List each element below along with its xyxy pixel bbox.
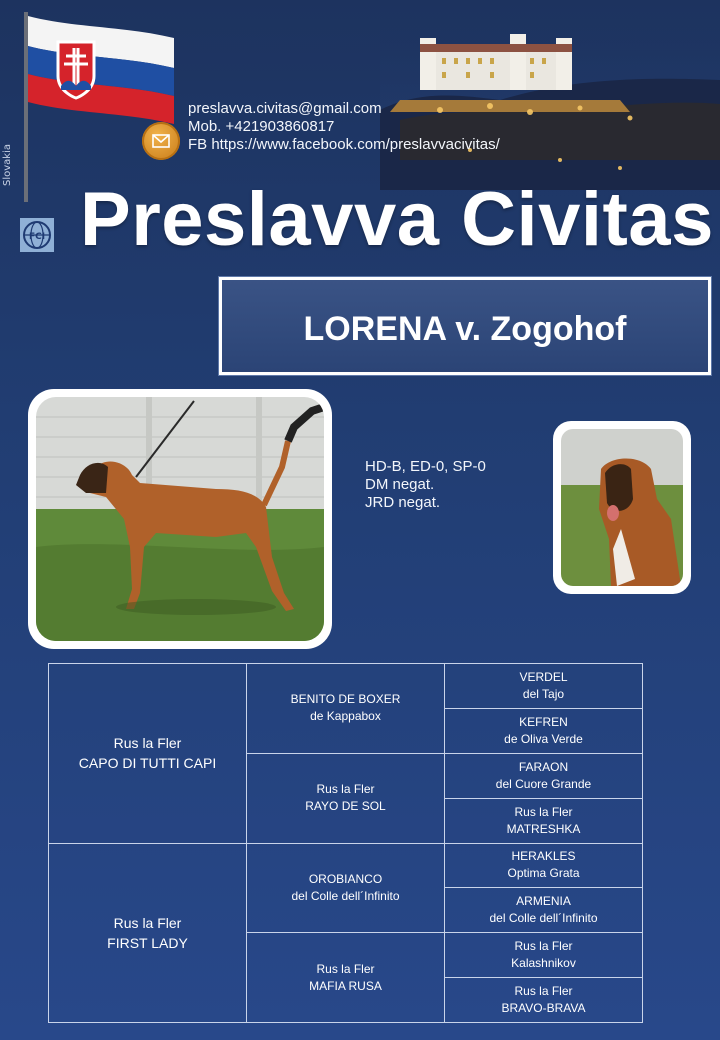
country-label: Slovakia xyxy=(2,144,13,186)
envelope-icon[interactable] xyxy=(142,122,180,160)
contact-info xyxy=(188,100,500,154)
mobile-text: Mob. +421903860817 xyxy=(188,118,335,135)
pedigree-dsd xyxy=(445,888,643,933)
sire-kennel: Rus la Fler xyxy=(113,735,182,752)
dsd-line2: del Colle dell´Infinito xyxy=(489,911,598,926)
pedigree-sds xyxy=(445,753,643,798)
health-line-1: HD-B, ED-0, SP-0 xyxy=(365,458,486,475)
dss-line2: Optima Grata xyxy=(507,866,580,881)
pedigree-sire-dam xyxy=(247,753,445,843)
sdd-line2: MATRESHKA xyxy=(506,821,581,836)
dam-name: FIRST LADY xyxy=(107,934,188,951)
svg-text:FCI: FCI xyxy=(28,232,46,242)
ds-line1: OROBIANCO xyxy=(308,871,383,886)
dog-head-photo xyxy=(553,421,691,594)
pedigree-sss xyxy=(445,664,643,709)
sss-line1: VERDEL xyxy=(519,669,568,684)
ssd-line1: KEFREN xyxy=(519,714,568,729)
dd-line1: Rus la Fler xyxy=(316,961,375,976)
health-line-2: DM negat. xyxy=(365,476,435,493)
ss-line1: BENITO DE BOXER xyxy=(290,692,401,707)
pedigree-ddd xyxy=(445,978,643,1023)
pedigree-dds xyxy=(445,933,643,978)
dd-line2: MAFIA RUSA xyxy=(309,978,382,993)
sds-line2: del Cuore Grande xyxy=(495,776,592,791)
pedigree-dam-dam xyxy=(247,933,445,1023)
ssd-line2: de Oliva Verde xyxy=(504,731,583,746)
sds-line1: FARAON xyxy=(518,759,569,774)
health-results xyxy=(365,458,486,512)
dog-stack-photo xyxy=(28,389,332,649)
pedigree-table xyxy=(48,663,643,1023)
dog-name-banner xyxy=(219,277,711,375)
dss-line1: HERAKLES xyxy=(511,849,576,864)
ddd-line1: Rus la Fler xyxy=(514,984,573,999)
pedigree-dam-sire xyxy=(247,843,445,933)
pedigree-dam xyxy=(49,843,247,1023)
dsd-line1: ARMENIA xyxy=(516,894,571,909)
health-line-3: JRD negat. xyxy=(365,494,441,511)
ss-line2: de Kappabox xyxy=(310,709,381,724)
sdd-line1: Rus la Fler xyxy=(514,804,573,819)
dds-line1: Rus la Fler xyxy=(514,939,573,954)
dds-line2: Kalashnikov xyxy=(511,956,576,971)
pedigree-dss xyxy=(445,843,643,888)
email-text[interactable]: preslavva.civitas@gmail.com xyxy=(188,100,382,117)
sss-line2: del Tajo xyxy=(522,686,565,701)
dog-name: LORENA v. Zogohof xyxy=(303,310,627,348)
sd-line2: RAYO DE SOL xyxy=(305,799,386,814)
ddd-line2: BRAVO-BRAVA xyxy=(501,1001,586,1016)
sire-name: CAPO DI TUTTI CAPI xyxy=(78,755,217,772)
pedigree-sire xyxy=(49,664,247,844)
pedigree-ssd xyxy=(445,708,643,753)
sd-line1: Rus la Fler xyxy=(316,782,375,797)
fci-logo-icon xyxy=(20,218,54,252)
facebook-text[interactable]: FB https://www.facebook.com/preslavvacivitas/ xyxy=(188,136,500,153)
pedigree-sire-sire xyxy=(247,664,445,754)
ds-line2: del Colle dell´Infinito xyxy=(291,888,400,903)
dam-kennel: Rus la Fler xyxy=(113,914,182,931)
kennel-title: Preslavva Civitas xyxy=(80,177,714,262)
pedigree-sdd xyxy=(445,798,643,843)
